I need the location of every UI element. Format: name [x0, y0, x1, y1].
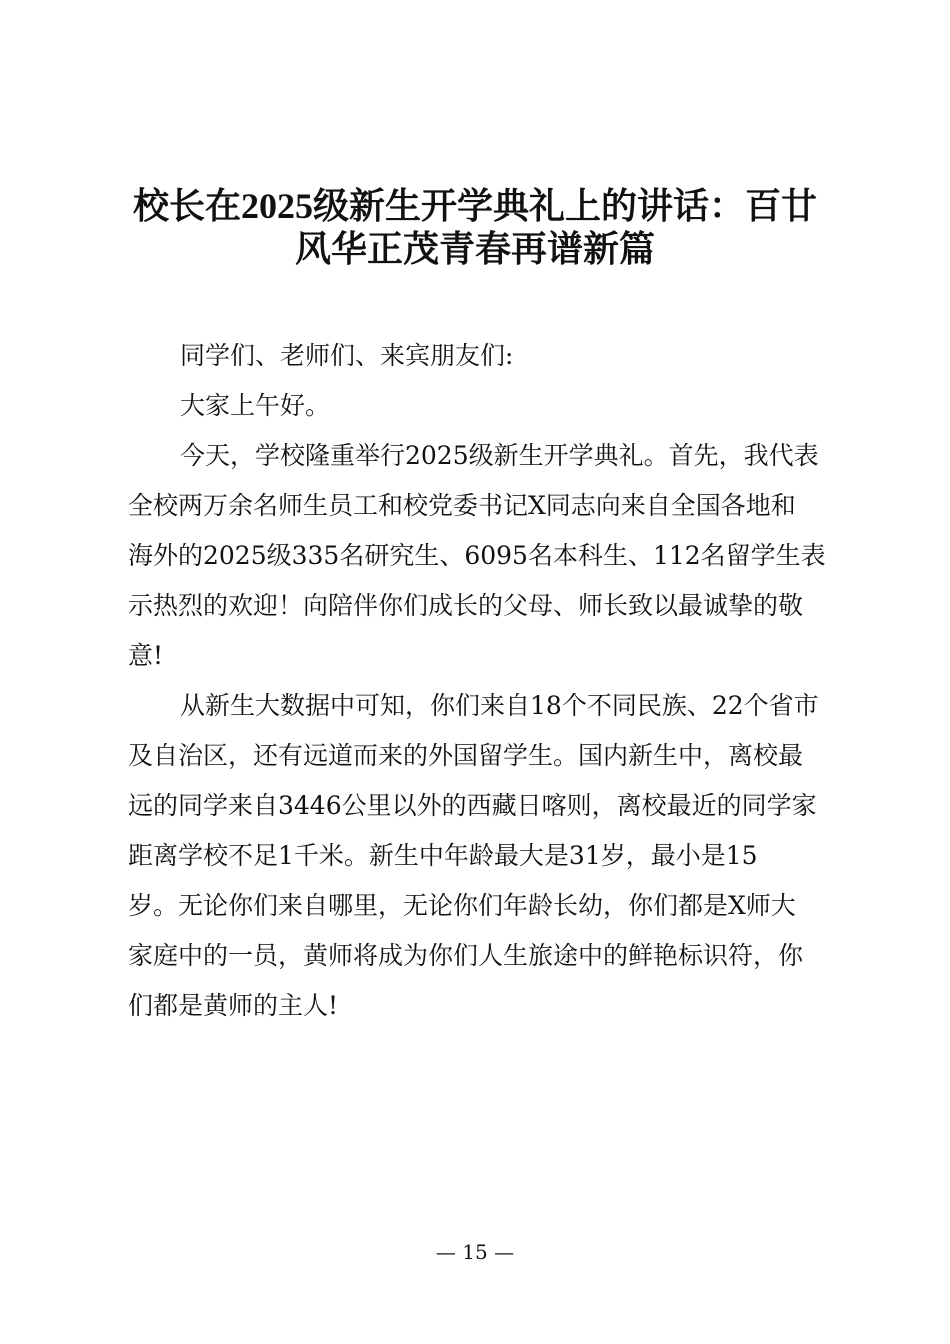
body-text-line: 全校两万余名师生员工和校党委书记X同志向来自全国各地和	[128, 491, 796, 520]
body-text-line: 大家上午好。	[180, 391, 331, 420]
body-text-line: 示热烈的欢迎！向陪伴你们成长的父母、师长致以最诚挚的敬	[128, 591, 804, 620]
body-text-line: 远的同学来自3446公里以外的西藏日喀则，离校最近的同学家	[128, 791, 817, 820]
document-body	[128, 331, 828, 1031]
body-text-line: 今天，学校隆重举行2025级新生开学典礼。首先，我代表	[180, 441, 819, 470]
body-text-line: 从新生大数据中可知，你们来自18个不同民族、22个省市	[180, 691, 819, 720]
body-text-line: 意!	[128, 641, 164, 670]
body-text-line: 们都是黄师的主人!	[128, 991, 339, 1020]
document-title	[0, 185, 950, 271]
body-text-line: 及自治区，还有远道而来的外国留学生。国内新生中，离校最	[128, 741, 804, 770]
body-text-line: 海外的2025级335名研究生、6095名本科生、112名留学生表	[128, 541, 826, 570]
body-text-line: 家庭中的一员，黄师将成为你们人生旅途中的鲜艳标识符，你	[128, 941, 804, 970]
body-text-line: 距离学校不足1千米。新生中年龄最大是31岁，最小是15	[128, 841, 758, 870]
body-text-line: 岁。无论你们来自哪里，无论你们年龄长幼，你们都是X师大	[128, 891, 796, 920]
title-line: 风华正茂青春再谱新篇	[294, 229, 655, 269]
page-number: — 15 —	[435, 1240, 515, 1264]
title-line: 校长在2025级新生开学典礼上的讲话：百廿	[132, 186, 817, 226]
body-text-line: 同学们、老师们、来宾朋友们:	[180, 341, 514, 370]
